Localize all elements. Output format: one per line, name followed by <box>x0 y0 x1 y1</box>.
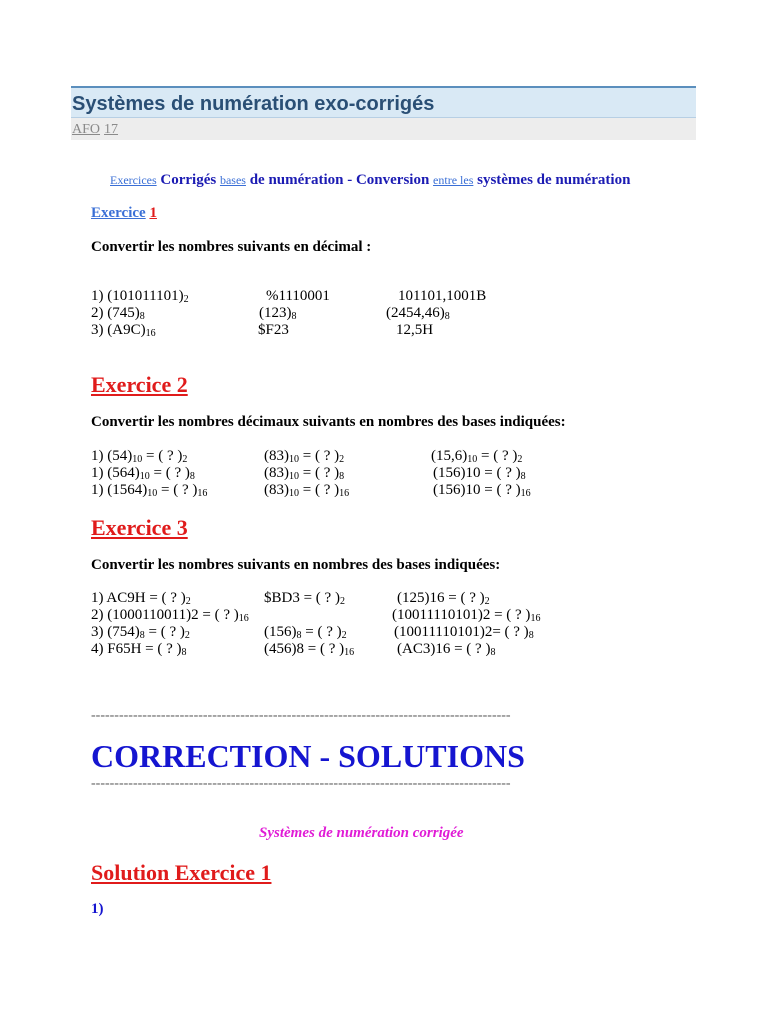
ex2-r3-b: $(83)_{10}$ = ( ? )$_{16}$ <box>264 482 350 499</box>
ex2-r2-b: $(83)_{10}$ = ( ? )$_8$ <box>264 465 345 482</box>
ex2-r2-a: 1) $(564)_{10}$ = ( ? )$_8$ <box>91 465 195 482</box>
ex1-r1-a: 1) $(101011101)_2$ <box>91 288 189 305</box>
exercise-1-word[interactable]: Exercice <box>91 205 146 221</box>
ex2-r1-c: $(15,6)_{10}$ = ( ? )$_2$ <box>431 448 523 465</box>
comment-count-link[interactable]: 17 <box>104 122 119 137</box>
intro-subtitle <box>110 172 630 189</box>
subtitle-link-exercices[interactable]: Exercices <box>110 173 157 187</box>
ex1-r3-b: $F23 <box>258 322 289 338</box>
subtitle-text-systemes: systèmes de numération <box>477 172 631 188</box>
ex3-r3-c: (10011110101)2= ( ? )$_8$ <box>394 624 534 641</box>
ex1-r3-c: 12,5H <box>396 322 434 338</box>
ex1-r2-b: $(123)_8$ <box>259 305 297 322</box>
ex1-r2-c: $(2454,46)_8$ <box>386 305 450 322</box>
ex3-r3-b: $(156)_8$ = ( ? )$_2$ <box>264 624 347 641</box>
solution-1-heading[interactable]: Solution Exercice 1 <box>91 860 272 885</box>
ex3-r3-a: 3) $(754)_8$ = ( ? )$_2$ <box>91 624 190 641</box>
ex3-r2-a: 2) (1000110011)2 = ( ? )$_{16}$ <box>91 607 249 624</box>
ex1-r2-a: 2) $(745)_8$ <box>91 305 145 322</box>
exercise-3-instruction: Convertir les nombres suivants en nombres des bases indiquées: <box>91 557 501 573</box>
exercise-1-number[interactable]: 1 <box>149 205 157 221</box>
page-title: Systèmes de numération exo-corrigés <box>72 93 435 115</box>
ex2-r2-c: (156)10 = ( ? )$_8$ <box>433 465 526 482</box>
ex1-r3-a: 3) $(A9C)_{16}$ <box>91 322 156 339</box>
subtitle-text-corriges: Corrigés <box>160 172 217 188</box>
ex3-r4-c: (AC3)16 = ( ? )$_8$ <box>397 641 496 658</box>
subtitle-text-numeration: de numération - Conversion <box>249 172 430 188</box>
ex3-r4-b: (456)8 = ( ? )$_{16}$ <box>264 641 355 658</box>
ex1-r1-c: 101101,1001B <box>398 288 487 304</box>
author-meta <box>72 120 118 138</box>
solution-1-item: 1) <box>91 901 104 917</box>
ex2-r1-b: $(83)_{10}$ = ( ? )$_2$ <box>264 448 345 465</box>
correction-title: CORRECTION - SOLUTIONS <box>91 738 525 774</box>
ex3-r1-b: $BD3 = ( ? )$_2$ <box>264 590 345 607</box>
ex3-r2-c: (10011110101)2 = ( ? )$_{16}$ <box>392 607 541 624</box>
exercise-1-heading[interactable] <box>91 205 157 222</box>
separator-bottom: ------------------------------------------------------------------------------------------ <box>91 776 511 791</box>
solutions-subtitle: Systèmes de numération corrigée <box>259 825 464 841</box>
exercise-2-instruction: Convertir les nombres décimaux suivants en nombres des bases indiquées: <box>91 414 566 430</box>
separator-top: ------------------------------------------------------------------------------------------ <box>91 708 511 723</box>
ex1-r1-b: %1110001 <box>266 288 330 304</box>
ex2-r3-a: 1) $(1564)_{10}$ = ( ? )$_{16}$ <box>91 482 208 499</box>
ex3-r1-c: (125)16 = ( ? )$_2$ <box>397 590 490 607</box>
subtitle-link-bases[interactable]: bases <box>219 173 246 187</box>
exercise-2-heading[interactable]: Exercice 2 <box>91 372 188 397</box>
exercise-1-instruction: Convertir les nombres suivants en décimal : <box>91 239 372 255</box>
ex2-r1-a: 1) $(54)_{10}$ = ( ? )$_2$ <box>91 448 188 465</box>
ex3-r4-a: 4) F65H = ( ? )$_8$ <box>91 641 187 658</box>
ex3-r1-a: 1) AC9H = ( ? )$_2$ <box>91 590 191 607</box>
subtitle-link-entre[interactable]: entre les <box>433 173 474 187</box>
ex2-r3-c: (156)10 = ( ? )$_{16}$ <box>433 482 531 499</box>
author-link[interactable]: AFO <box>72 122 101 137</box>
meta-bar <box>71 118 696 140</box>
exercise-3-heading[interactable]: Exercice 3 <box>91 515 188 540</box>
